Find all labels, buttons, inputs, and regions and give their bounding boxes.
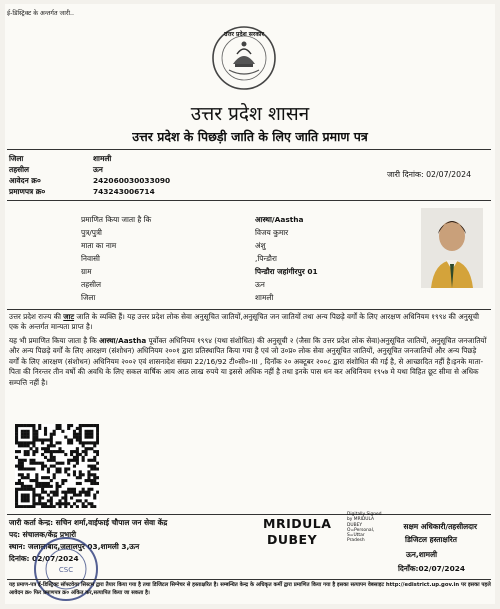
page-title: उत्तर प्रदेश शासन xyxy=(190,103,310,125)
meta-value-application-no: 242060030033090 xyxy=(93,176,171,185)
divider xyxy=(7,309,491,310)
issuer-center: जारी कर्ता केन्द्र: सचिन शर्मा,वाईफाई चौपाल जन सेवा केंद्र xyxy=(9,518,168,527)
detail-value-district: शामली xyxy=(255,293,274,302)
meta-value-district: शामली xyxy=(93,154,112,163)
detail-label-child-of: पुत्र/पुत्री xyxy=(81,228,102,237)
officer-date: दिनाँक:02/07/2024 xyxy=(397,564,465,573)
caste-statement-body: जाति के व्यक्ति हैं। यह उत्तर प्रदेश लोक सेवा अनुसूचित जातियों,अनुसूचित जन जातियों तथा अन्य पिछड़े वर्गों के लिए आरक्षण अधिनियम १९९४ की अनुसूची एक के अन्तर्गत मान्यता प्राप्त है। xyxy=(9,312,479,332)
applicant-photo xyxy=(421,208,483,288)
detail-label-resident: निवासी xyxy=(81,254,100,263)
signer-name-line2: DUBEY xyxy=(267,532,318,547)
divider xyxy=(7,200,491,201)
meta-value-tehsil: ऊन xyxy=(93,165,103,174)
meta-label-tehsil: तहसील xyxy=(9,165,30,174)
officer-place: ऊन,शामली xyxy=(406,550,437,559)
detail-value-mother: अंशु xyxy=(255,241,266,250)
detail-label-mother: माता का नाम xyxy=(81,241,117,250)
caste-name: जाट xyxy=(63,312,75,321)
applicant-name-inline: आस्था/Aastha xyxy=(99,336,147,345)
signer-name-line1: MRIDULA xyxy=(263,516,332,531)
digital-signature-note-line: Digitally Signed xyxy=(347,512,382,517)
officer-title: सक्षम अधिकारी/तहसीलदार xyxy=(403,522,477,531)
header-note: ई-डिस्ट्रिक्ट के अन्तर्गत जारी.. xyxy=(7,10,75,17)
digital-signature-note-line: DUBEY xyxy=(347,522,363,528)
creamy-layer-statement xyxy=(9,336,487,388)
qr-code xyxy=(15,424,99,508)
detail-label-village: ग्राम xyxy=(81,267,92,276)
divider xyxy=(7,149,491,150)
svg-text:CSC: CSC xyxy=(58,566,74,574)
certificate-document xyxy=(5,4,495,604)
issuer-place: स्थान: जलालाबाद,जलालपुर 03,शामली 3,ऊन xyxy=(9,542,140,551)
digital-signature-note-line: by MRIDULA xyxy=(347,517,375,523)
detail-label-tehsil: तहसील xyxy=(81,280,102,289)
digital-signature-note-line: O=Personal, xyxy=(347,527,375,533)
detail-value-resident: ,पिन्डौरा xyxy=(255,254,277,263)
page-subtitle: उत्तर प्रदेश के पिछड़ी जाति के लिए जाति प्रमाण पत्र xyxy=(132,129,368,144)
detail-value-village: पिन्डौरा जहांगीरपुर 01 xyxy=(255,267,318,276)
digital-signature-note-line: S=Uttar xyxy=(347,533,365,539)
digital-signature-note-line: Pradesh xyxy=(347,538,365,544)
meta-label-certificate-no: प्रमाणपत्र क्र० xyxy=(9,187,46,196)
divider xyxy=(7,579,491,580)
issue-date: जारी दिनांक: 02/07/2024 xyxy=(387,170,472,179)
meta-label-district: जिला xyxy=(9,154,24,163)
caste-statement xyxy=(9,312,487,333)
detail-value-name: आस्था/Aastha xyxy=(255,215,304,224)
detail-label-certified: प्रमाणित किया जाता है कि xyxy=(81,215,152,224)
issuer-date: दिनांक: 02/07/2024 xyxy=(9,554,79,563)
divider xyxy=(7,514,491,515)
caste-statement-prefix: उत्तर प्रदेश राज्य की xyxy=(9,312,64,321)
issuer-post: पद: संचालक/केंद्र प्रभारी xyxy=(9,530,77,539)
detail-value-tehsil: ऊन xyxy=(255,280,265,289)
officer-signed: डिजिटल हस्ताक्षरित xyxy=(405,535,457,544)
detail-label-district: जिला xyxy=(81,293,96,302)
emblem-text: उत्तर प्रदेश सरकार xyxy=(224,31,264,38)
meta-value-certificate-no: 743243006714 xyxy=(93,187,155,196)
creamy-layer-body: पूर्वोक्त अधिनियम १९९४ (यथा संशोधित) की अनुसूची २ (जैसा कि उत्तर प्रदेश लोक सेवा)अनुसूचित जातियों, अनुसूचित जनजातियों और अन्य पिछड़े वर्गों के लिए आरक्षण (संशोधन) अधिनियम २००१ द्वारा प्रतिस्थापित किया गया है एवं जो उ०प्र० लोक सेवा अनुसूचित जातियों, अनुसूचित जनजातियों और अन्य पिछड़े वर्गों के लिए आरक्षण (संशोधन) अधिनियम २००२ एवं शासनादेश संख्या 22/16/92 टी०सी०-III , दिनाँक २० अक्टूबर २००८ द्वारा संशोधित की गई है, से आच्छादित नहीं है।इनके माता-पिता की निरन्तर तीन वर्षो की अवधि के लिए सकल वार्षिक आय आठ लाख रुपये या इससे अधिक नहीं है तथा इनके पास धन कर अधिनियम १९५७ मे यथा विहित छूट सीमा से अधिक सम्पत्ति नहीं है। xyxy=(9,336,487,387)
meta-label-application-no: आवेदन क्र० xyxy=(9,176,41,185)
creamy-layer-prefix: यह भी प्रमाणित किया जाता है कि xyxy=(9,336,100,345)
footer-note: यह प्रमाण-पत्र ई-डिस्ट्रिक्ट सॉफ्टवेयर सिस्टम द्वारा तैयार किया गया है तथा डिजिटल सिग्नेचर से हस्ताक्षरित है। सम्बन्धित केन्द्र के अधिकृत कर्मी द्वारा प्रमाणित किया गया है इसका सत्यापन वेबसाइट http://edistrict.up.gov.in पर इसका पहले आवेदन क्र० फिर प्रमाणपत्र क्र० अंकित कर,सत्यापित किया जा सकता है। xyxy=(9,582,491,596)
detail-value-parent: विजय कुमार xyxy=(255,228,289,237)
